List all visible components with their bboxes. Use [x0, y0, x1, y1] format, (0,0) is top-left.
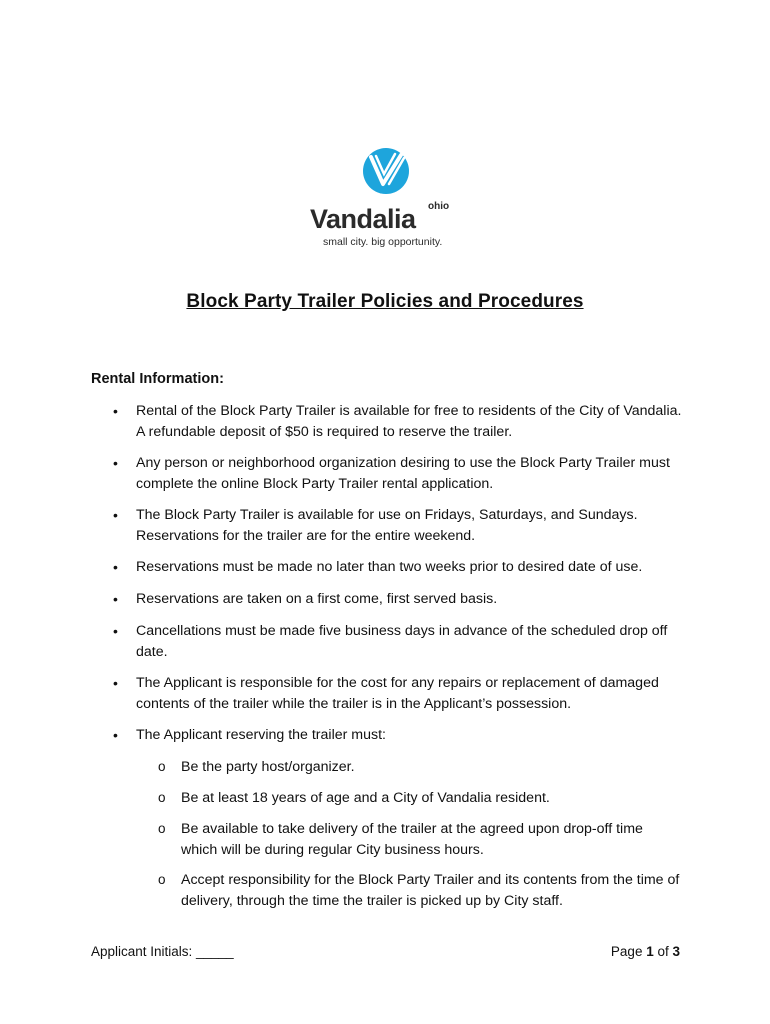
list-item-text: Reservations must be made no later than two weeks prior to desired date of use.: [136, 559, 643, 575]
applicant-initials-field: Applicant Initials: _____: [91, 944, 234, 959]
page-total: 3: [672, 944, 680, 959]
vandalia-logo: [305, 144, 467, 252]
sub-list-item-text: Accept responsibility for the Block Party Trailer and its contents from the time of delivery, through the time the trailer is picked up by City staff.: [181, 872, 680, 909]
list-item-text: Rental of the Block Party Trailer is available for free to residents of the City of Vandalia. A refundable deposit of $50 is required to reserve the trailer.: [136, 403, 682, 440]
list-item-text: The Block Party Trailer is available for use on Fridays, Saturdays, and Sundays. Reservations for the trailer are for the entire weekend.: [136, 507, 638, 544]
page-number: [611, 944, 680, 959]
logo-tagline: small city. big opportunity.: [323, 236, 443, 248]
bullet-marker: •: [113, 403, 118, 419]
list-item-text: Cancellations must be made five business days in advance of the scheduled drop off date.: [136, 623, 668, 660]
bullet-marker: •: [113, 559, 118, 575]
list-item-text: Reservations are taken on a first come, first served basis.: [136, 591, 498, 607]
bullet-marker: •: [113, 507, 118, 523]
sub-bullet-marker: o: [158, 821, 166, 836]
logo-state: ohio: [428, 201, 450, 212]
bullet-marker: •: [113, 455, 118, 471]
sub-bullet-marker: o: [158, 872, 166, 887]
list-item-text: The Applicant is responsible for the cost for any repairs or replacement of damaged contents of the trailer while the trailer is in the Applicant’s possession.: [136, 675, 659, 712]
list-item-text: Any person or neighborhood organization desiring to use the Block Party Trailer must complete the online Block Party Trailer rental application.: [136, 455, 670, 492]
bullet-marker: •: [113, 623, 118, 639]
page-of: of: [653, 944, 673, 959]
sub-list-item-text: Be at least 18 years of age and a City of Vandalia resident.: [181, 790, 550, 806]
sub-list-item-text: Be available to take delivery of the trailer at the agreed upon drop-off time which will be during regular City business hours.: [181, 821, 643, 858]
page-prefix: Page: [610, 944, 647, 959]
page-current: 1: [646, 944, 654, 959]
logo-wordmark: Vandalia: [310, 204, 416, 234]
bullet-marker: •: [113, 727, 118, 743]
bullet-marker: •: [113, 591, 118, 607]
document-title: Block Party Trailer Policies and Procedures: [186, 291, 584, 312]
sub-bullet-marker: o: [158, 790, 166, 805]
bullet-marker: •: [113, 675, 118, 691]
sub-bullet-marker: o: [158, 759, 166, 774]
list-item-text: The Applicant reserving the trailer must:: [136, 727, 386, 743]
section-heading-rental-information: Rental Information:: [91, 371, 224, 387]
sub-list-item-text: Be the party host/organizer.: [181, 759, 355, 775]
